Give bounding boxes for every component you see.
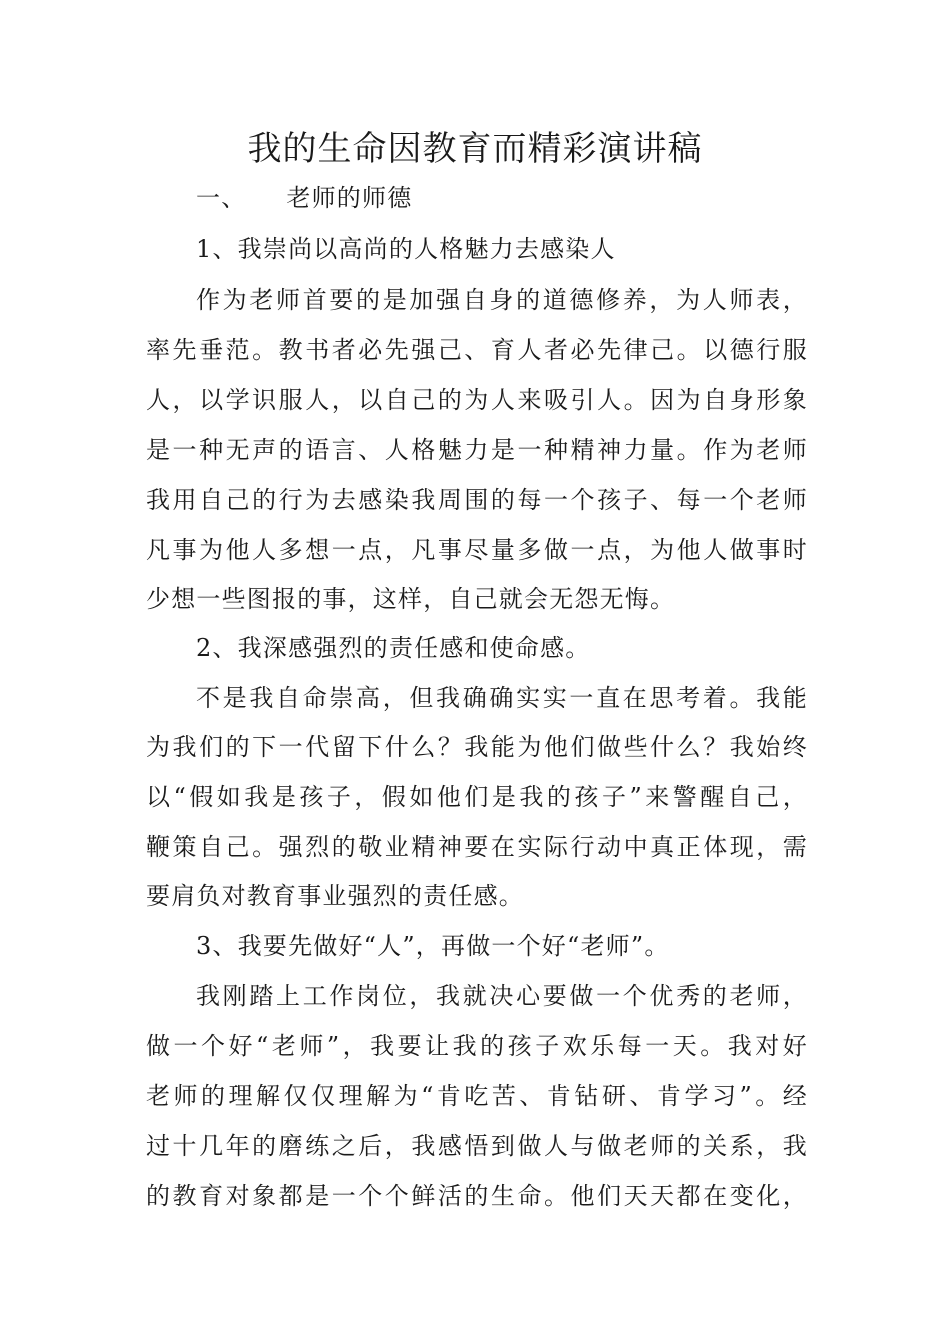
paragraph-line: 做一个好“老师”，我要让我的孩子欢乐每一天。我对好 [146,1032,808,1060]
paragraph-line: 是一种无声的语言、人格魅力是一种精神力量。作为老师 [146,436,808,464]
point-heading-2: 2、我深感强烈的责任感和使命感。 [196,634,591,662]
document-title: 我的生命因教育而精彩演讲稿 [247,129,703,169]
paragraph-line: 不是我自命崇高，但我确确实实一直在思考着。我能 [196,684,808,712]
paragraph-line: 老师的理解仅仅理解为“肯吃苦、肯钻研、肯学习”。经 [146,1082,808,1110]
section-number: 一、 [196,184,247,212]
paragraph-line: 要肩负对教育事业强烈的责任感。 [146,882,524,910]
point-heading-3: 3、我要先做好“人”，再做一个好“老师”。 [196,932,670,960]
paragraph-line: 为我们的下一代留下什么？我能为他们做些什么？我始终 [146,733,808,761]
paragraph-line: 鞭策自己。强烈的敬业精神要在实际行动中真正体现，需 [146,833,808,861]
section-label: 老师的师德 [286,184,413,212]
paragraph-line: 人，以学识服人，以自己的为人来吸引人。因为自身形象 [146,386,808,414]
paragraph-line: 少想一些图报的事，这样，自己就会无怨无悔。 [146,585,676,613]
paragraph-line: 的教育对象都是一个个鲜活的生命。他们天天都在变化， [146,1182,808,1210]
paragraph-line: 我刚踏上工作岗位，我就决心要做一个优秀的老师， [196,982,808,1010]
point-heading-1: 1、我崇尚以高尚的人格魅力去感染人 [196,235,616,263]
paragraph-line: 以“假如我是孩子，假如他们是我的孩子”来警醒自己， [146,783,808,811]
section-heading-1 [196,182,412,214]
paragraph-line: 过十几年的磨练之后，我感悟到做人与做老师的关系，我 [146,1132,808,1160]
paragraph-line: 作为老师首要的是加强自身的道德修养，为人师表， [196,286,808,314]
paragraph-line: 我用自己的行为去感染我周围的每一个孩子、每一个老师 [146,486,808,514]
paragraph-line: 率先垂范。教书者必先强己、育人者必先律己。以德行服 [146,336,808,364]
paragraph-line: 凡事为他人多想一点，凡事尽量多做一点，为他人做事时 [146,536,808,564]
